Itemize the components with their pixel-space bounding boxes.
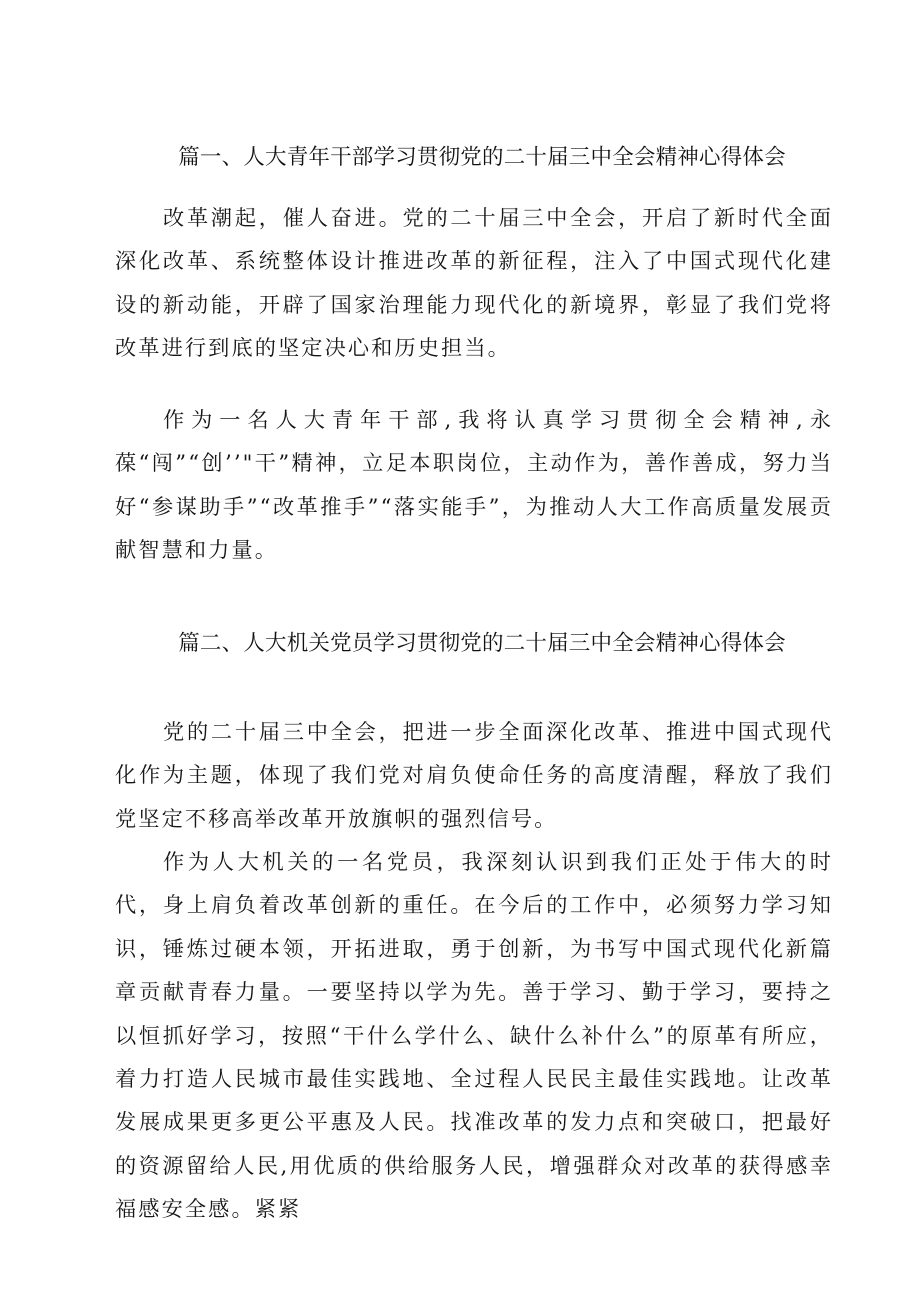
- section-1-paragraph-1: 改革潮起，催人奋进。党的二十届三中全会，开启了新时代全面深化改革、系统整体设计推进改革的新征程，注入了中国式现代化建设的新动能，开辟了国家治理能力现代化的新境界，彰显了我们党将改革进行到底的坚定决心和历史担当。: [115, 205, 833, 361]
- section-1-paragraph-2: 作为一名人大青年干部,我将认真学习贯彻全会精神,永葆“闯”“创’’"干”精神，立足本职岗位，主动作为，善作善成，努力当好“参谋助手”“改革推手”“落实能手”，为推动人大工作高质量发展贡献智慧和力量。: [115, 407, 833, 563]
- section-1-title: 篇一、人大青年干部学习贯彻党的二十届三中全会精神心得体会: [178, 145, 786, 170]
- section-2-paragraph-1: 党的二十届三中全会，把进一步全面深化改革、推进中国式现代化作为主题，体现了我们党对肩负使命任务的高度清醒，释放了我们党坚定不移高举改革开放旗帜的强烈信号。: [115, 719, 833, 831]
- section-2-title: 篇二、人大机关党员学习贯彻党的二十届三中全会精神心得体会: [178, 631, 786, 656]
- section-2-paragraph-2: 作为人大机关的一名党员，我深刻认识到我们正处于伟大的时代，身上肩负着改革创新的重任。在今后的工作中，必须努力学习知识，锤炼过硬本领，开拓进取，勇于创新，为书写中国式现代化新篇章贡献青春力量。一要坚持以学为先。善于学习、勤于学习，要持之以恒抓好学习，按照“干什么学什么、缺什么补什么”的原革有所应，着力打造人民城市最佳实践地、全过程人民民主最佳实践地。让改革发展成果更多更公平惠及人民。找准改革的发力点和突破口，把最好的资源留给人民,用优质的供给服务人民，增强群众对改革的获得感幸福感安全感。紧紧: [115, 849, 833, 1222]
